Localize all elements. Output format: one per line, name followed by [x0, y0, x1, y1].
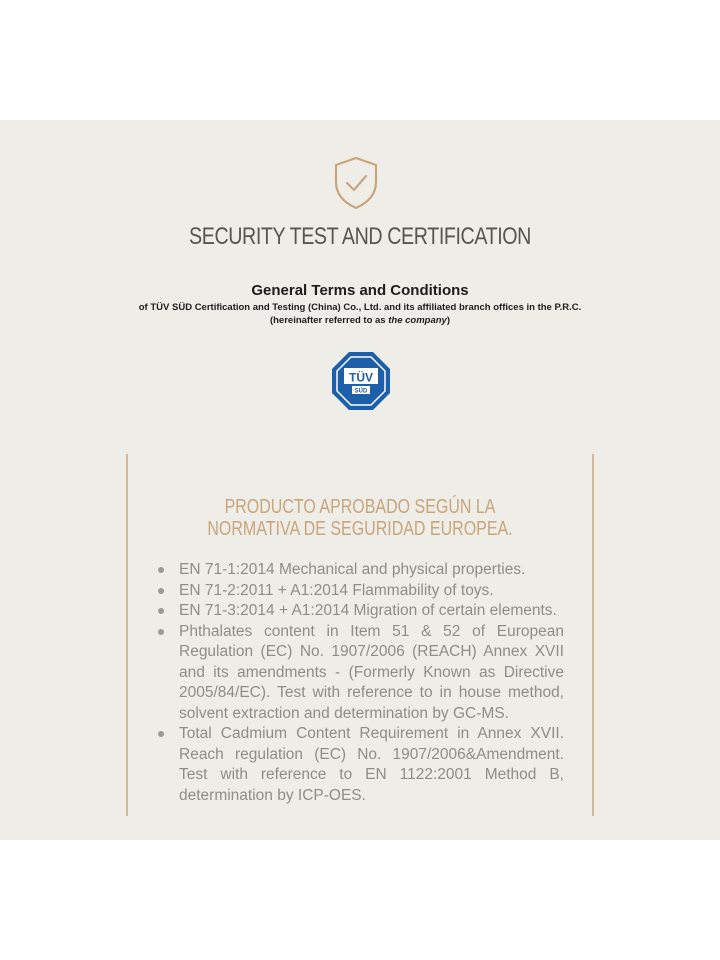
- logo-text-bottom: SÜD: [354, 388, 368, 395]
- terms-subtitle: of TÜV SÜD Certification and Testing (China) Co., Ltd. and its affiliated branch offices in the P.R.C.: [138, 302, 582, 313]
- list-item: EN 71-2:2011 + A1:2014 Flammability of toys.: [150, 581, 564, 602]
- bullet-icon: [158, 608, 164, 614]
- standards-list: [150, 560, 564, 806]
- page-title: SECURITY TEST AND CERTIFICATION: [189, 223, 531, 250]
- logo-text-top: TÜV: [349, 370, 373, 385]
- certification-panel: [0, 120, 720, 840]
- bullet-icon: [158, 731, 164, 737]
- bullet-icon: [158, 567, 164, 573]
- terms-note: (hereinafter referred to as the company): [269, 315, 451, 326]
- shield-check-icon: [333, 156, 379, 210]
- bullet-icon: [158, 588, 164, 594]
- approval-heading: PRODUCTO APROBADO SEGÚN LA NORMATIVA DE SEGURIDAD EUROPEA.: [207, 496, 513, 540]
- bullet-icon: [158, 629, 164, 635]
- terms-title: General Terms and Conditions: [251, 282, 469, 299]
- list-item: Total Cadmium Content Requirement in Annex XVII. Reach regulation (EC) No. 1907/2006&Amendment. Test with reference to EN 1122:2001 Method B, determination by ICP-OES.: [150, 724, 564, 806]
- list-item: Phthalates content in Item 51 & 52 of European Regulation (EC) No. 1907/2006 (REACH) Annex XVII and its amendments - (Formerly Known as Directive 2005/84/EC). Test with reference to in house method, solvent extraction and determination by GC-MS.: [150, 622, 564, 725]
- list-item: EN 71-1:2014 Mechanical and physical properties.: [150, 560, 564, 581]
- tuv-sud-logo: [330, 350, 392, 412]
- list-item: EN 71-3:2014 + A1:2014 Migration of certain elements.: [150, 601, 564, 622]
